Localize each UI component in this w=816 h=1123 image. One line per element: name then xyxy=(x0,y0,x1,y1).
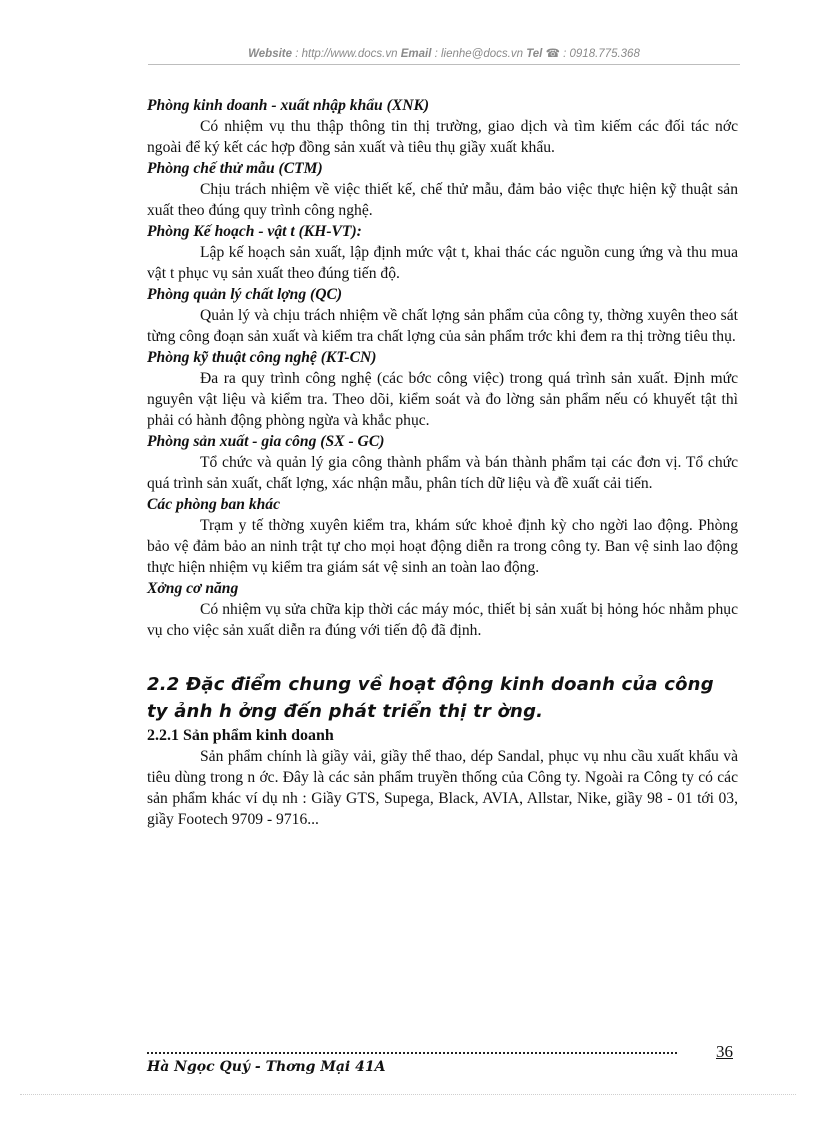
section-workshop xyxy=(147,578,738,641)
section-body: Chịu trách nhiệm về việc thiết kế, chế thử mẫu, đảm bảo việc thực hiện kỹ thuật sản xuất theo đúng quy trình công nghệ. xyxy=(147,181,738,219)
tel-label: Tel xyxy=(526,48,543,60)
section-body: Đa ra quy trình công nghệ (các bớc công việc) trong quá trình sản xuất. Định mức nguyên vật liệu và kiểm tra. Theo dõi, kiểm soát và đo lờng sản phẩm nếu có khuyết tật thì phải có hành động phòng ngừa và khắc phục. xyxy=(147,370,738,429)
email-label: Email xyxy=(400,48,432,60)
subsection-heading: 2.2.1 Sản phẩm kinh doanh xyxy=(147,727,334,744)
section-sxgc xyxy=(147,431,738,494)
section-heading: Các phòng ban khác xyxy=(147,496,281,513)
section-heading: Phòng sản xuất - gia công (SX - GC) xyxy=(147,433,385,450)
section-ktcn xyxy=(147,347,738,431)
footer-author: Hà Ngọc Quý - Thơng Mại 41A xyxy=(147,1059,386,1075)
section-khvt xyxy=(147,221,738,284)
chapter-heading: 2.2 Đặc điểm chung về hoạt động kinh doanh của công ty ảnh h ởng đến phát triển thị tr ờng. xyxy=(147,674,714,722)
page-bottom-divider xyxy=(20,1094,796,1095)
section-other xyxy=(147,494,738,578)
footer-divider xyxy=(147,1052,677,1054)
section-heading: Phòng Kế hoạch - vật t (KH-VT): xyxy=(147,223,362,240)
section-body: Trạm y tế thờng xuyên kiểm tra, khám sức khoẻ định kỳ cho ngời lao động. Phòng bảo vệ đảm bảo an ninh trật tự cho mọi hoạt động diễn ra trong công ty. Ban vệ sinh lao động thực hiện nhiệm vụ kiểm tra giám sát vệ sinh an toàn lao động. xyxy=(147,517,738,576)
section-qc xyxy=(147,284,738,347)
section-ctm xyxy=(147,158,738,221)
subsection-body: Sản phẩm chính là giầy vải, giầy thể thao, dép Sandal, phục vụ nhu cầu xuất khẩu và tiêu dùng trong n ớc. Đây là các sản phẩm truyền thống của Công ty. Ngoài ra Công ty có các sản phẩm khác ví dụ nh : Giầy GTS, Supega, Black, AVIA, Allstar, Nike, giầy 98 - 01 tới 03, giầy Footech 9709 - 9716... xyxy=(147,748,738,828)
section-heading: Xởng cơ năng xyxy=(147,580,239,597)
section-heading: Phòng kỹ thuật công nghệ (KT-CN) xyxy=(147,349,377,366)
section-body: Có nhiệm vụ sửa chữa kịp thời các máy móc, thiết bị sản xuất bị hỏng hóc nhằm phục vụ cho việc sản xuất diễn ra đúng với tiến độ đã định. xyxy=(147,601,738,639)
page-number: 36 xyxy=(716,1042,733,1061)
tel-value: ☎ : 0918.775.368 xyxy=(545,48,640,60)
website-value: : http://www.docs.vn xyxy=(295,48,398,60)
section-heading: Phòng quản lý chất lợng (QC) xyxy=(147,286,343,303)
section-heading: Phòng chế thử mẫu (CTM) xyxy=(147,160,323,177)
page-header xyxy=(148,46,740,60)
section-body: Có nhiệm vụ thu thập thông tin thị trường, giao dịch và tìm kiếm các đối tác nớc ngoài để ký kết các hợp đồng sản xuất và tiêu thụ giầy xuất khẩu. xyxy=(147,118,738,156)
website-label: Website xyxy=(248,48,293,60)
section-heading: Phòng kinh doanh - xuất nhập khẩu (XNK) xyxy=(147,97,430,114)
email-value: : lienhe@docs.vn xyxy=(434,48,523,60)
header-divider xyxy=(148,64,740,65)
section-body: Quản lý và chịu trách nhiệm về chất lợng sản phẩm của công ty, thờng xuyên theo sát từng công đoạn sản xuất và kiểm tra chất lợng của sản phẩm trớc khi đem ra thị trờng tiêu thụ. xyxy=(147,307,738,345)
section-body: Tổ chức và quản lý gia công thành phẩm và bán thành phẩm tại các đơn vị. Tổ chức quá trình sản xuất, chất lợng, xác nhận mẫu, phân tích dữ liệu và đề xuất cải tiến. xyxy=(147,454,738,492)
page-content xyxy=(147,95,738,830)
section-body: Lập kế hoạch sản xuất, lập định mức vật t, khai thác các nguồn cung ứng và thu mua vật t phục vụ sản xuất theo đúng tiến độ. xyxy=(147,244,738,282)
section-xnk xyxy=(147,95,738,158)
